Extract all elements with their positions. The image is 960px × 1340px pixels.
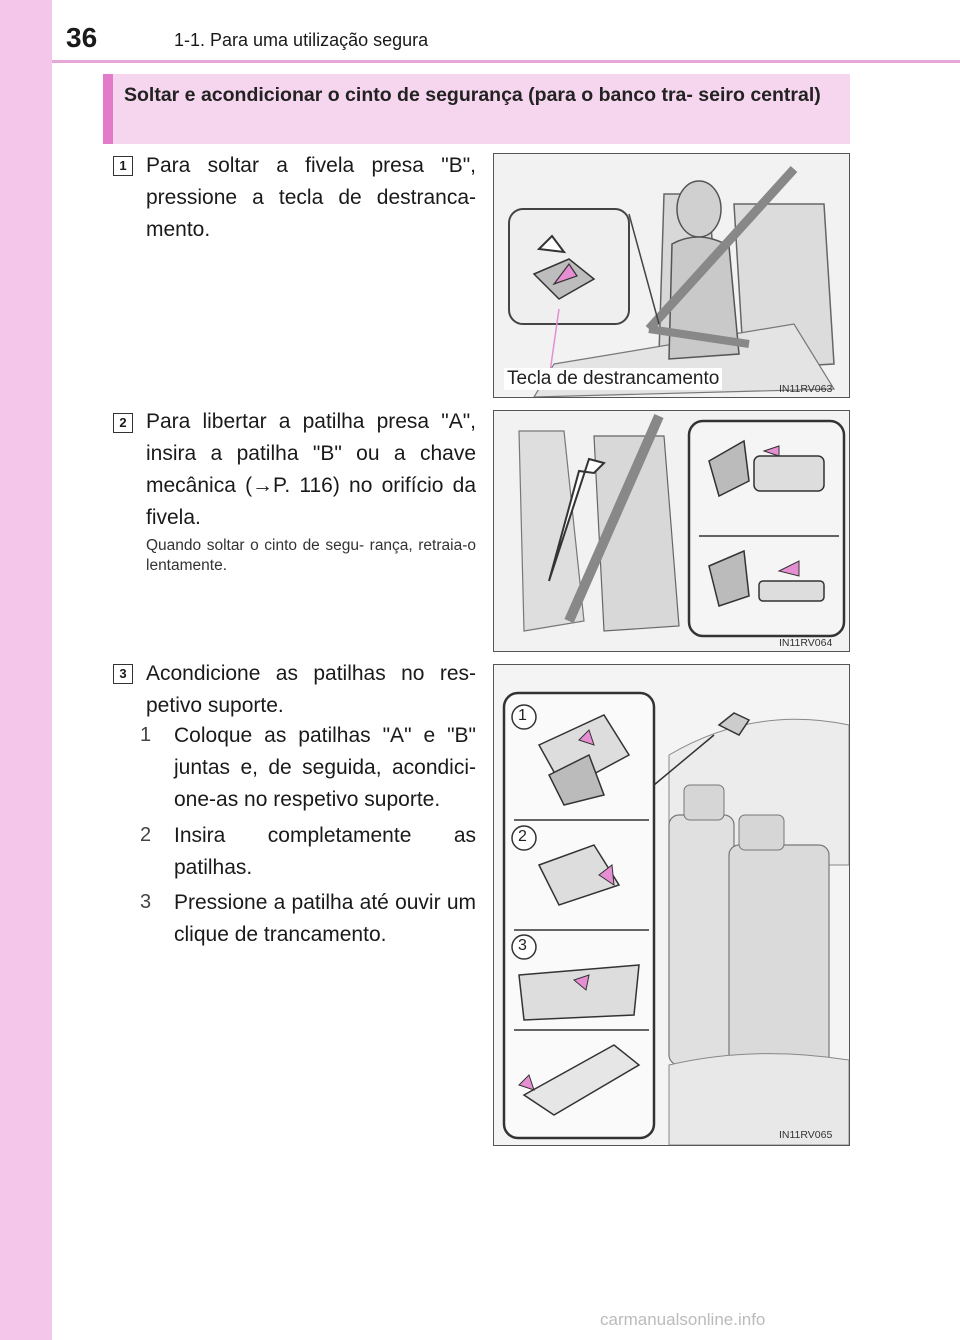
step-3-text: Acondicione as patilhas no res- petivo suporte.	[146, 662, 476, 717]
watermark: carmanualsonline.info	[600, 1310, 766, 1329]
figure-1-illustration	[494, 154, 849, 397]
step-number-3: 3	[113, 664, 133, 684]
figure-3-callout-2: 2	[518, 828, 527, 845]
figure-1-callout-label: Tecla de destrancamento	[504, 368, 722, 390]
figure-3-code: IN11RV065	[779, 1129, 833, 1141]
substep-1-text: Coloque as patilhas "A" e "B" juntas e, de seguida, acondici- one-as no respetivo suporte.	[174, 724, 476, 811]
figure-3-illustration	[494, 665, 849, 1145]
step-2-text: Para libertar a patilha presa "A", insira a patilha "B" ou a chave mecânica (→P. 116) no orifício da fivela.	[146, 410, 476, 529]
step-number-1: 1	[113, 156, 133, 176]
figure-2-code: IN11RV064	[779, 637, 833, 649]
section-accent-bar	[103, 74, 113, 144]
substep-number-2: 2	[140, 824, 152, 846]
step-1-text: Para soltar a fivela presa "B", pressione a tecla de destranca- mento.	[146, 154, 476, 241]
figure-1	[493, 153, 850, 398]
substep-2-text: Insira completamente as patilhas.	[174, 824, 476, 879]
section-title: Soltar e acondicionar o cinto de segurança (para o banco tra- seiro central)	[124, 84, 821, 106]
substep-number-1: 1	[140, 724, 152, 746]
figure-3	[493, 664, 850, 1146]
step-2-note: Quando soltar o cinto de segu- rança, retraia-o lentamente.	[146, 537, 476, 574]
page-number: 36	[66, 22, 98, 53]
header-rule	[52, 60, 960, 63]
substep-3-text: Pressione a patilha até ouvir um clique de trancamento.	[174, 891, 476, 946]
chapter-title: 1-1. Para uma utilização segura	[174, 30, 429, 50]
substep-number-3: 3	[140, 891, 152, 913]
figure-3-callout-1: 1	[518, 707, 527, 724]
figure-2-illustration	[494, 411, 849, 651]
figure-3-callout-3: 3	[518, 937, 527, 954]
step-number-2: 2	[113, 413, 133, 433]
figure-2	[493, 410, 850, 652]
figure-1-code: IN11RV063	[779, 383, 833, 395]
left-margin-band	[0, 0, 52, 1340]
